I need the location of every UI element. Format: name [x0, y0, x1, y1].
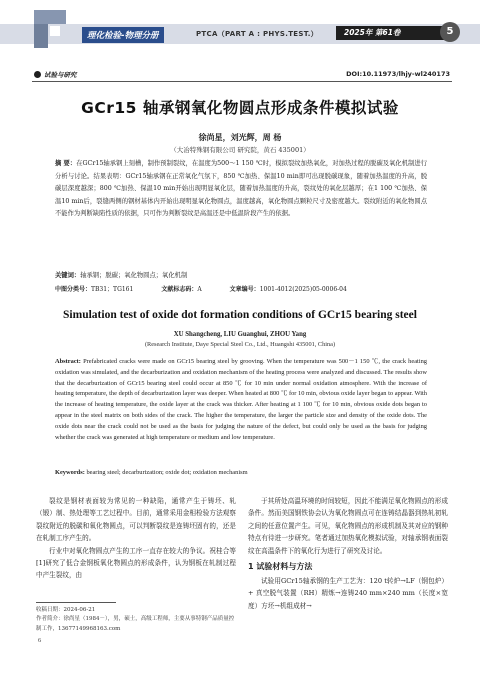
doc-code-value: A — [197, 286, 202, 293]
body-paragraph: 试验用GCr15轴承钢的生产工艺为：120 t转炉→LF（钢包炉）+ 真空脱气装置（RH）精炼→连铸240 mm×240 mm（长度×宽度）方坯→机组成材→ — [248, 577, 448, 610]
footnote-rule — [36, 602, 116, 603]
section-tag — [34, 69, 77, 79]
paper-title-cn: GCr15 轴承钢氧化物圆点形成条件模拟试验 — [81, 99, 399, 117]
footnote — [36, 606, 236, 634]
body-column-left — [36, 495, 236, 582]
classification-row — [55, 284, 427, 293]
author-info: 作者简介：徐尚星（1984－），男，硕士，高级工程师，主要从事特钢产品质量控制工作，13677149968163.com — [36, 616, 235, 632]
paper-title-en: Simulation test of oxide dot formation conditions of GCr15 bearing steel — [63, 309, 417, 321]
article-no-value: 1001-4012(2025)05-0006-04 — [259, 286, 347, 293]
doi[interactable]: DOI:10.11973/lhjy-wl240173 — [346, 70, 450, 78]
journal-header — [0, 0, 480, 70]
journal-brand: 理化检验-物理分册 — [82, 27, 164, 43]
body-paragraph: 行业中对氧化物圆点产生的工序一直存在较大的争议。祝桂合等[1]研究了低合金钢板氧化物圆点的形成条件，认为钢板在轧制过程中产生裂纹，由 — [36, 546, 236, 580]
section-dot-icon — [34, 71, 41, 78]
abstract-label-en: Abstract: — [55, 358, 81, 365]
abstract-text-en: Prefabricated cracks were made on GCr15 bearing steel by grooving. When the temperature was 500－1 150 ℃, the crack heating oxidation was simulated, and the decarburization and oxidation mechanism of the heating process were analyzed and discussed. The results show that the decarburization of GCr15 bearing steel could occur at 850 ℃ for 10 min under normal oxidation atmosphere. With the increase of heating temperature, the depth of decarburization layer was deeper. When heated at 800 ℃ for 10 min, obvious oxide layer began to appear. With the increase of heating temperature, the oxide layer at the crack was thicker. After heating at 1 100 ℃ for 10 min, obvious oxide dots began to appear in the steel matrix on both sides of the crack. The higher the temperature, the larger the particle size and density of the oxide dots. The oxide dots near the crack could not be used as the basis for judging the nature of the defect, but could only be used as the basis for judging whether the crack was generated at high temperature or medium and low temperature. — [55, 358, 427, 441]
abstract-en — [55, 357, 427, 443]
section-heading: 1 试验材料与方法 — [248, 562, 313, 572]
journal-logo-icon — [32, 8, 72, 50]
authors-en: XU Shangcheng, LIU Guanghui, ZHOU Yang — [173, 331, 307, 338]
volume-label: 2025年 第61卷 — [336, 26, 454, 40]
received-date: 收稿日期：2024-06-21 — [36, 607, 96, 613]
abstract-label-cn: 摘 要： — [55, 160, 77, 167]
abstract-cn — [55, 158, 427, 221]
affiliation-en: (Research Institute, Daye Special Steel Co., Ltd., Huangshi 435001, China) — [144, 341, 336, 348]
clc-label: 中图分类号： — [55, 286, 92, 293]
clc-value: TB31；TG161 — [91, 286, 134, 293]
keywords-label-cn: 关键词： — [55, 272, 81, 279]
body-column-right — [248, 495, 448, 612]
article-number — [230, 284, 347, 293]
keywords-label-en: Keywords: — [55, 469, 85, 476]
clc-code — [55, 284, 133, 293]
body-paragraph: 裂纹是钢材表面较为常见的一种缺陷，通常产生于铸坯、轧（锻）制、热处理等工艺过程中。目前，通常采用金相检验方法观察裂纹附近的脱碳和氧化物圆点，可以判断裂纹是连铸坯固有的，还是在轧制工序产生的。 — [36, 497, 236, 543]
article-no-label: 文章编号： — [229, 286, 260, 293]
journal-name: PTCA（PART A : PHYS.TEST.） — [196, 30, 318, 38]
doc-code — [161, 284, 201, 293]
body-paragraph: 于其所处高温环境的时间较短，因此不能满足氧化物圆点的形成条件。然而美国钢铁协会认为氧化物圆点可在连铸结晶器到热轧初轧之间的任意位置产生。可见，氧化物圆点的形成机制及其对应的钢种特点有待进一步研究。笔者通过加热氧化模拟试验，对轴承钢表面裂纹在高温条件下的氧化行为进行了研究及讨论。 — [248, 497, 448, 555]
header-rule — [32, 81, 452, 82]
doc-code-label: 文献标志码： — [161, 286, 198, 293]
keywords-en — [55, 469, 427, 476]
keywords-cn — [55, 271, 427, 281]
keywords-text-cn: 轴承钢；脱碳；氧化物圆点；氧化机制 — [80, 272, 188, 279]
abstract-text-cn: 在GCr15轴承钢上刻槽，制作预制裂纹，在温度为500～1 150 ℃时，模拟裂纹加热氧化，对加热过程的脱碳及氧化机制进行分析与讨论。结果表明：GCr15轴承钢在正常氧化气氛下，850 ℃加热、保温10 min即可出现脱碳现象，随着加热温度的升高，脱碳层深度越深；800 ℃加热、保温10 min开始出现明显氧化层，随着加热温度的升高，裂纹处的氧化层越厚；在1 100 ℃加热、保温10 min后，裂缝两侧的钢材基体内开始出现明显氧化物圆点，温度越高，氧化物圆点颗粒尺寸及密度越大。裂纹附近的氧化物圆点不能作为判断缺陷性质的依据，只可作为判断裂纹是高温还是中低温阶段产生的依据。 — [55, 160, 427, 217]
section-label: 试验与研究 — [44, 70, 77, 79]
issue-badge: 5 — [440, 22, 460, 42]
keywords-text-en: bearing steel; decarburization; oxide dot; oxidation mechanism — [86, 469, 248, 476]
authors-cn: 徐尚星，刘光辉，周 杨 — [198, 132, 282, 142]
affiliation-cn: （大冶特殊钢有限公司 研究院，黄石 435001） — [170, 146, 310, 154]
page-number: 6 — [38, 637, 42, 644]
